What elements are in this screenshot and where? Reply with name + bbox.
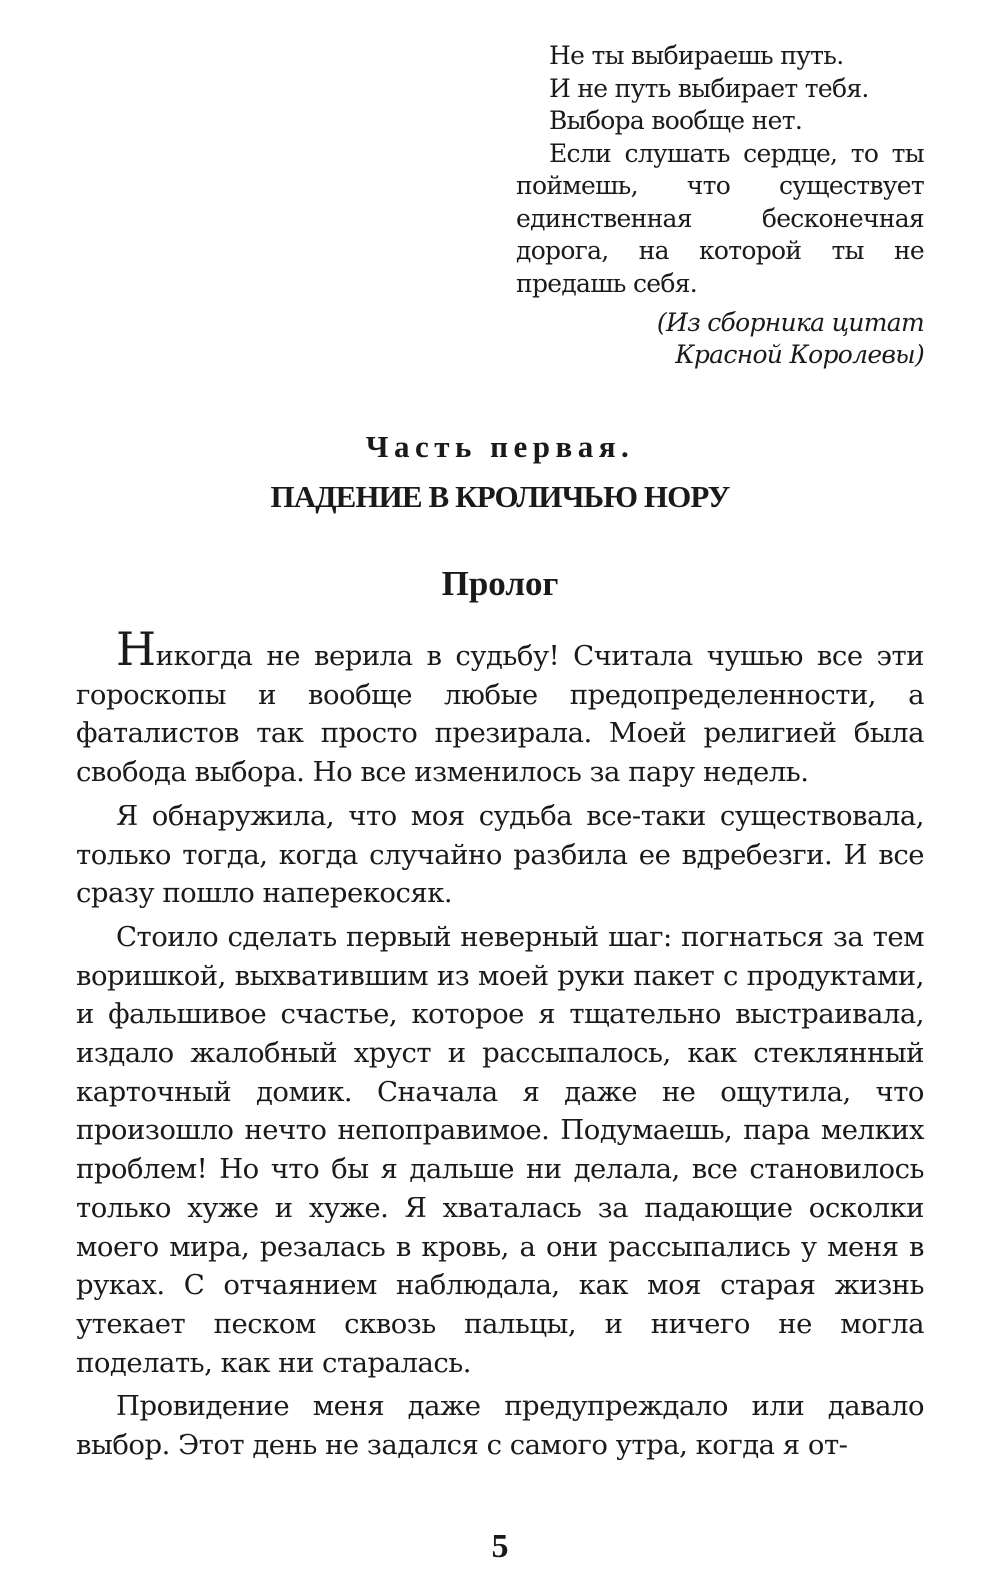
paragraph-text: икогда не верила в судьбу! Считала чушью все эти гороскопы и вообще любые предопределенности, а фаталистов так просто презирала. Моей религией была свобода выбора. Но все изменилось за пару недель. — [76, 640, 924, 789]
body-text — [76, 622, 924, 1465]
epigraph-paragraph: Если слушать сердце, то ты поймешь, что существует единственная бесконечная дорога, на которой ты не предашь себя. — [516, 138, 924, 298]
epigraph-line: Выбора вообще нет. — [549, 106, 803, 135]
epigraph — [516, 40, 924, 371]
epigraph-line: И не путь выбирает тебя. — [549, 73, 869, 103]
paragraph — [76, 622, 924, 792]
dropcap: Н — [116, 622, 156, 676]
paragraph: Я обнаружила, что моя судьба все-таки существовала, только тогда, когда случайно разбила ее вдребезги. И все сразу пошло наперекосяк. — [76, 799, 924, 910]
epigraph-line: Не ты выбираешь путь. — [549, 41, 844, 70]
chapter-title: Пролог — [441, 564, 559, 603]
paragraph: Стоило сделать первый неверный шаг: погнаться за тем воришкой, выхватившим из моей руки пакет с продуктами, и фальшивое счастье, которое я тщательно выстраивала, издало жалобный хруст и рассыпалось, как стеклянный карточный домик. Сначала я даже не ощутила, что произошло нечто непоправимое. Подумаешь, пара мелких проблем! Но что бы я дальше ни делала, все становилось только хуже и хуже. Я хваталась за падающие осколки моего мира, резалась в кровь, а они рассыпались у меня в руках. С отчаянием наблюдала, как моя старая жизнь утекает песком сквозь пальцы, и ничего не могла поделать, как ни старалась. — [76, 920, 924, 1379]
part-subtitle: ПАДЕНИЕ В КРОЛИЧЬЮ НОРУ — [270, 479, 730, 514]
epigraph-source: (Из сборника цитат Красной Королевы) — [656, 308, 924, 369]
part-heading — [100, 424, 900, 520]
paragraph: Провидение меня даже предупреждало или давало выбор. Этот день не задался с самого утра, когда я от- — [76, 1390, 924, 1462]
part-title: Часть первая. — [365, 429, 635, 464]
page-number: 5 — [491, 1528, 509, 1565]
